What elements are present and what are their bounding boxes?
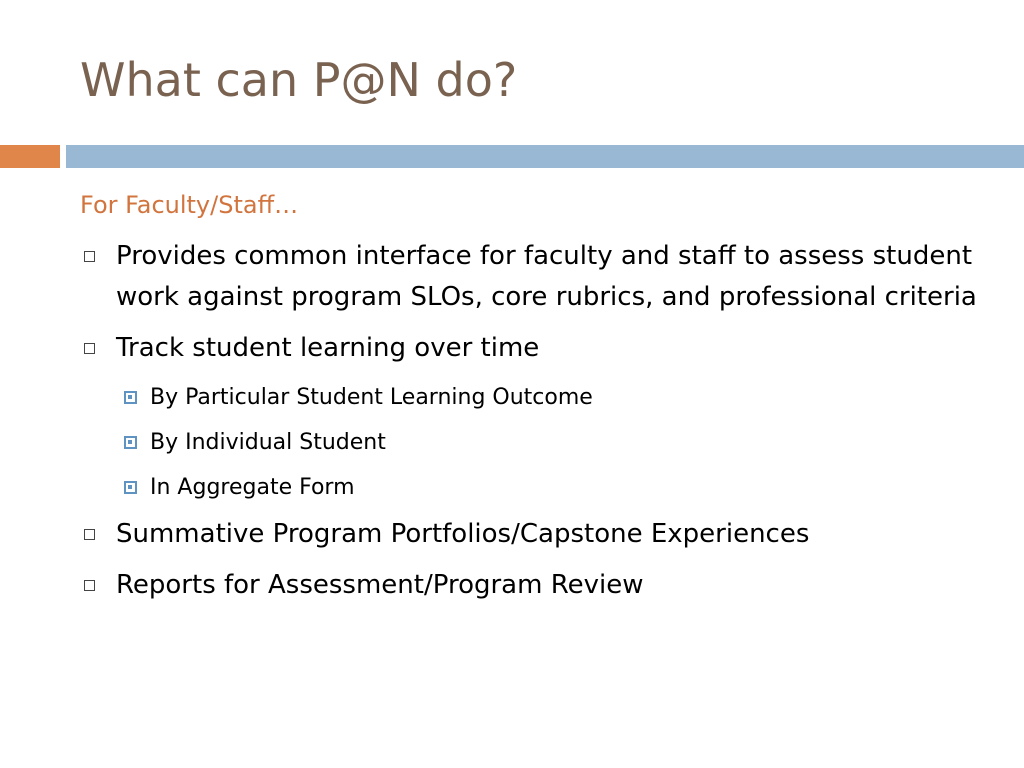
sub-bullet-text: In Aggregate Form — [150, 475, 355, 500]
sub-bullet-text: By Individual Student — [150, 430, 386, 455]
sub-bullet-item — [80, 379, 990, 416]
sub-bullet-item — [80, 469, 990, 506]
bullet-text: Provides common interface for faculty and staff to assess student work against program SLOs, core rubrics, and professional criteria — [116, 241, 977, 312]
bullet-item — [80, 514, 990, 555]
hollow-square-bullet-icon — [84, 580, 95, 591]
sub-bullet-group — [80, 379, 990, 506]
slide-title: What can P@N do? — [80, 53, 518, 107]
subheading: For Faculty/Staff… — [80, 191, 299, 219]
sub-bullet-list — [80, 379, 990, 506]
bullet-text: Track student learning over time — [116, 333, 540, 363]
bullet-item — [80, 328, 990, 369]
square-sub-bullet-icon — [124, 391, 137, 404]
hollow-square-bullet-icon — [84, 529, 95, 540]
sub-bullet-text: By Particular Student Learning Outcome — [150, 385, 593, 410]
title-rule-accent — [0, 145, 60, 168]
bullet-list — [80, 236, 990, 616]
title-rule-bar — [66, 145, 1024, 168]
square-sub-bullet-icon — [124, 436, 137, 449]
bullet-text: Reports for Assessment/Program Review — [116, 570, 644, 600]
bullet-text: Summative Program Portfolios/Capstone Experiences — [116, 519, 810, 549]
hollow-square-bullet-icon — [84, 251, 95, 262]
square-sub-bullet-icon — [124, 481, 137, 494]
hollow-square-bullet-icon — [84, 343, 95, 354]
sub-bullet-item — [80, 424, 990, 461]
bullet-item — [80, 565, 990, 606]
bullet-item — [80, 236, 990, 318]
